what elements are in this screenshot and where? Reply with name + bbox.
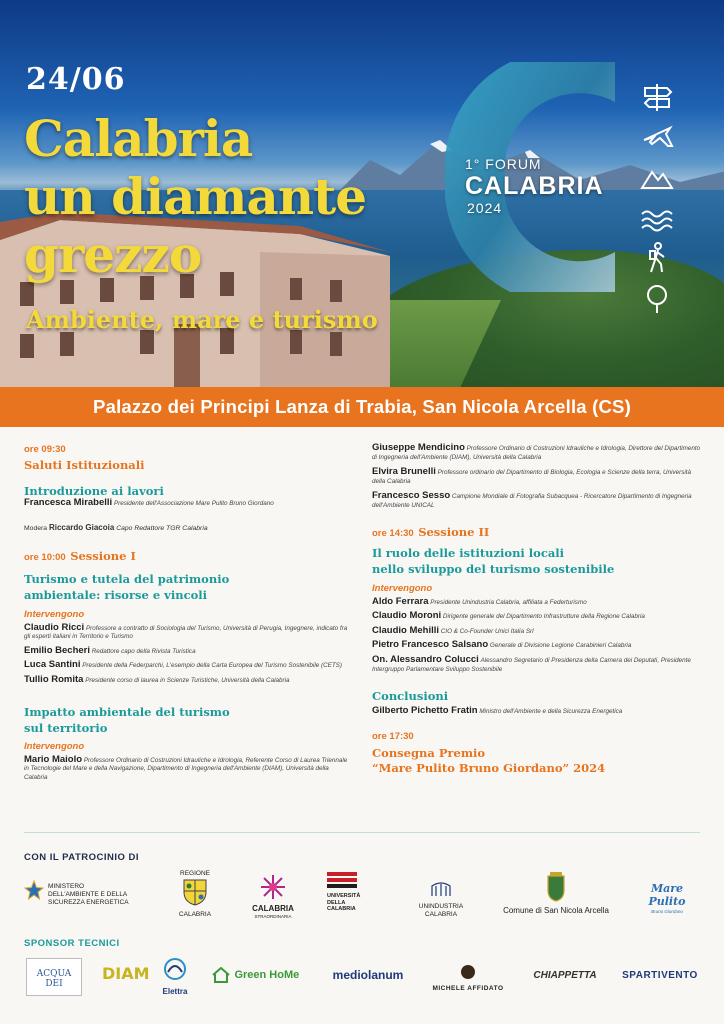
speaker-role: Professore Ordinario di Costruzioni Idrauliche e Idrologia, Direttore del Dipartimento di Ingegneria dell'Ambiente (DIAM), Università della Calabria bbox=[372, 445, 701, 461]
waves-icon bbox=[640, 202, 674, 232]
speaker bbox=[24, 644, 352, 657]
section-divider bbox=[24, 832, 700, 833]
venue-bar: Palazzo dei Principi Lanza di Trabia, San Nicola Arcella (CS) bbox=[0, 387, 724, 427]
coat-of-arms-icon bbox=[182, 878, 208, 906]
speaker-role: Professore Ordinario di Costruzioni Idrauliche e Idrologia, Referente Corso di Laurea Triennale in Tecnologie del Mare e della Navigazione, Dipartimento di Ingegneria dell'Ambiente (DIAM), Università della Calabria bbox=[24, 756, 348, 781]
speaker-name: Mario Maiolo bbox=[24, 753, 83, 765]
title-line: nello sviluppo del turismo sostenibile bbox=[372, 561, 615, 576]
title-line: Impatto ambientale del turismo bbox=[24, 704, 230, 719]
event-date: 24/06 bbox=[26, 62, 126, 97]
title-line: Consegna Premio bbox=[372, 745, 486, 760]
diam-logo: DIAM bbox=[102, 964, 150, 983]
intro-heading: Introduzione ai lavori bbox=[24, 484, 164, 498]
speaker-role: Dirigente generale del Dipartimento Infrastrutture della Regione Calabria bbox=[442, 613, 645, 621]
speaker bbox=[24, 499, 352, 509]
hiker-icon bbox=[640, 242, 674, 274]
speaker bbox=[372, 707, 704, 717]
speaker-name: Gilberto Pichetto Fratin bbox=[372, 705, 478, 717]
time-label: ore 09:30 bbox=[24, 444, 66, 455]
intervengono-label: Intervengono bbox=[24, 740, 85, 752]
unindustria-logo: UNINDUSTRIA CALABRIA bbox=[402, 880, 480, 919]
flower-icon bbox=[260, 874, 286, 900]
session-title bbox=[24, 704, 352, 736]
speaker-role: Presidente dell'Associazione Mare Pulito Bruno Giordano bbox=[113, 500, 274, 507]
time-label: ore 14:30 bbox=[372, 527, 414, 539]
prize-heading bbox=[372, 746, 704, 776]
speaker-role: Professore a contratto di Sociologia del Turismo, Università di Perugia, Ingegnere, indicato fra gli esperti italiani in Territorio e Turismo bbox=[24, 624, 348, 641]
comune-crest-icon bbox=[545, 872, 567, 902]
speaker-name: Francesco Sesso bbox=[372, 490, 451, 502]
moderator-name: Riccardo Giacoia bbox=[48, 522, 115, 532]
elettra-icon bbox=[160, 956, 190, 982]
mountain-icon bbox=[640, 162, 674, 192]
intervengono-label: Intervengono bbox=[24, 608, 85, 620]
house-icon bbox=[212, 967, 230, 983]
chiappetta-logo: CHIAPPETTA bbox=[533, 970, 597, 981]
mare-pulito-logo: Mare Pulito Bruno Giordano bbox=[648, 882, 686, 914]
elettra-logo: Elettra bbox=[152, 956, 198, 996]
speaker-name: Pietro Francesco Salsano bbox=[372, 639, 489, 651]
speaker-name: Claudio Moroni bbox=[372, 610, 442, 622]
title-line: Calabria bbox=[24, 109, 253, 168]
speaker bbox=[372, 612, 704, 622]
moderator-role: Capo Redattore TGR Calabria bbox=[116, 524, 208, 532]
program-left-column bbox=[24, 440, 352, 782]
program-right-column bbox=[372, 444, 704, 776]
title-line: Turismo e tutela del patrimonio bbox=[24, 571, 230, 586]
star-icon bbox=[24, 880, 44, 900]
speaker-role: Campione Mondiale di Fotografia Subacquea - Ricercatore Dipartimento di Ingegneria dell'Ambiente UNICAL bbox=[372, 493, 692, 509]
moderator-label: Modera bbox=[24, 524, 48, 532]
forum-brand bbox=[465, 156, 604, 216]
speaker-name: Giuseppe Mendicino bbox=[372, 442, 465, 453]
title-line: sul territorio bbox=[24, 720, 108, 735]
ministero-logo: MINISTERO DELL'AMBIENTE E DELLA SICUREZZA ENERGETICA bbox=[24, 880, 159, 907]
moderator bbox=[24, 523, 352, 533]
speaker bbox=[372, 444, 704, 462]
forum-edition: 1° FORUM bbox=[465, 156, 542, 172]
speaker-role: Presidente della Federparchi, L'esempio della Carta Europea del Turismo Sostenibile (CETS) bbox=[82, 662, 342, 670]
speaker-role: Redattore capo della Rivista Turistica bbox=[91, 647, 196, 655]
speaker-role: Alessandro Segretario di Presidenza della Camera dei Deputati, Presidente Intergruppo Parlamentare Sviluppo Sostenibile bbox=[372, 656, 691, 673]
saluti-heading: Saluti Istituzionali bbox=[24, 458, 145, 472]
green-home-logo: Green HoMe bbox=[212, 966, 304, 984]
speaker-role: Presidente Unindustria Calabria, affiliata a Federturismo bbox=[430, 598, 587, 606]
signpost-icon bbox=[640, 82, 674, 112]
conclusioni-heading: Conclusioni bbox=[372, 689, 449, 704]
affidato-icon bbox=[460, 964, 476, 980]
speaker-name: On. Alessandro Colucci bbox=[372, 653, 479, 665]
session-label: Sessione II bbox=[418, 524, 490, 539]
title-line: ambientale: risorse e vincoli bbox=[24, 587, 207, 602]
title-line: un diamante bbox=[24, 167, 367, 226]
speaker-role: Presidente corso di laurea in Scienze Turistiche, Università della Calabria bbox=[85, 676, 290, 684]
title-line: “Mare Pulito Bruno Giordano” 2024 bbox=[372, 760, 606, 775]
title-line: grezzo bbox=[24, 225, 202, 284]
spartivento-logo: SPARTIVENTO bbox=[622, 970, 698, 981]
sponsors-label: SPONSOR TECNICI bbox=[24, 938, 120, 949]
speaker bbox=[372, 624, 704, 637]
patronage-label: CON IL PATROCINIO DI bbox=[24, 852, 140, 863]
event-subtitle: Ambiente, mare e turismo bbox=[26, 305, 378, 334]
theme-icons bbox=[640, 82, 690, 324]
forum-name: CALABRIA bbox=[465, 172, 604, 200]
unical-icon bbox=[327, 872, 357, 888]
regione-calabria-logo: REGIONE CALABRIA bbox=[178, 870, 212, 918]
speaker-name: Claudio Ricci bbox=[24, 621, 85, 633]
speaker bbox=[372, 653, 704, 674]
speaker-name: Claudio Mehilli bbox=[372, 624, 440, 636]
calabria-straordinaria-logo: CALABRIA STRAORDINARIA bbox=[244, 874, 302, 921]
hero-image bbox=[0, 0, 724, 388]
speaker-role: Generale di Divisione Legione Carabinieri Calabria bbox=[489, 642, 632, 650]
speaker bbox=[372, 595, 704, 608]
speaker-role: Ministro dell'Ambiente e della Sicurezza Energetica bbox=[479, 708, 623, 716]
title-line: Il ruolo delle istituzioni locali bbox=[372, 545, 565, 560]
speaker bbox=[24, 753, 352, 783]
unindustria-icon bbox=[430, 880, 452, 898]
intervengono-label: Intervengono bbox=[372, 582, 433, 594]
mediolanum-logo: mediolanum bbox=[332, 968, 404, 982]
session-header bbox=[24, 547, 352, 565]
speaker bbox=[372, 492, 704, 510]
tree-icon bbox=[640, 284, 674, 314]
speaker-name: Tullio Romita bbox=[24, 673, 84, 685]
speaker bbox=[372, 641, 704, 651]
forum-year: 2024 bbox=[467, 200, 503, 216]
time-label: ore 10:00 bbox=[24, 551, 66, 563]
speaker-name: Aldo Ferrara bbox=[372, 595, 429, 607]
speaker-role: Professore ordinario del Dipartimento di Biologia, Ecologia e Scienze della terra, Università della Calabria bbox=[372, 469, 692, 485]
session-label: Sessione I bbox=[70, 548, 136, 563]
acqua-dei-logo: ACQUA DEI bbox=[26, 958, 82, 996]
speaker-name: Emilio Becheri bbox=[24, 644, 90, 656]
airplane-icon bbox=[640, 122, 674, 152]
speaker-name: Luca Santini bbox=[24, 659, 81, 671]
speaker-role: CIO & Co-Founder Unici Italia Srl bbox=[440, 627, 534, 635]
comune-logo: Comune di San Nicola Arcella bbox=[500, 872, 612, 915]
michele-affidato-logo: MICHELE AFFIDATO bbox=[426, 964, 510, 993]
time-label: ore 17:30 bbox=[372, 730, 414, 742]
speaker bbox=[372, 468, 704, 486]
session-title bbox=[372, 545, 704, 577]
unical-logo: UNIVERSITÀ DELLA CALABRIA bbox=[327, 872, 365, 913]
speaker bbox=[24, 673, 352, 686]
event-title bbox=[24, 110, 366, 284]
session-title bbox=[24, 571, 352, 603]
speaker bbox=[24, 621, 352, 642]
speaker-name: Elvira Brunelli bbox=[372, 466, 436, 478]
speaker bbox=[24, 661, 352, 671]
session-header bbox=[372, 523, 704, 541]
speaker-name: Francesca Mirabelli bbox=[24, 497, 113, 508]
